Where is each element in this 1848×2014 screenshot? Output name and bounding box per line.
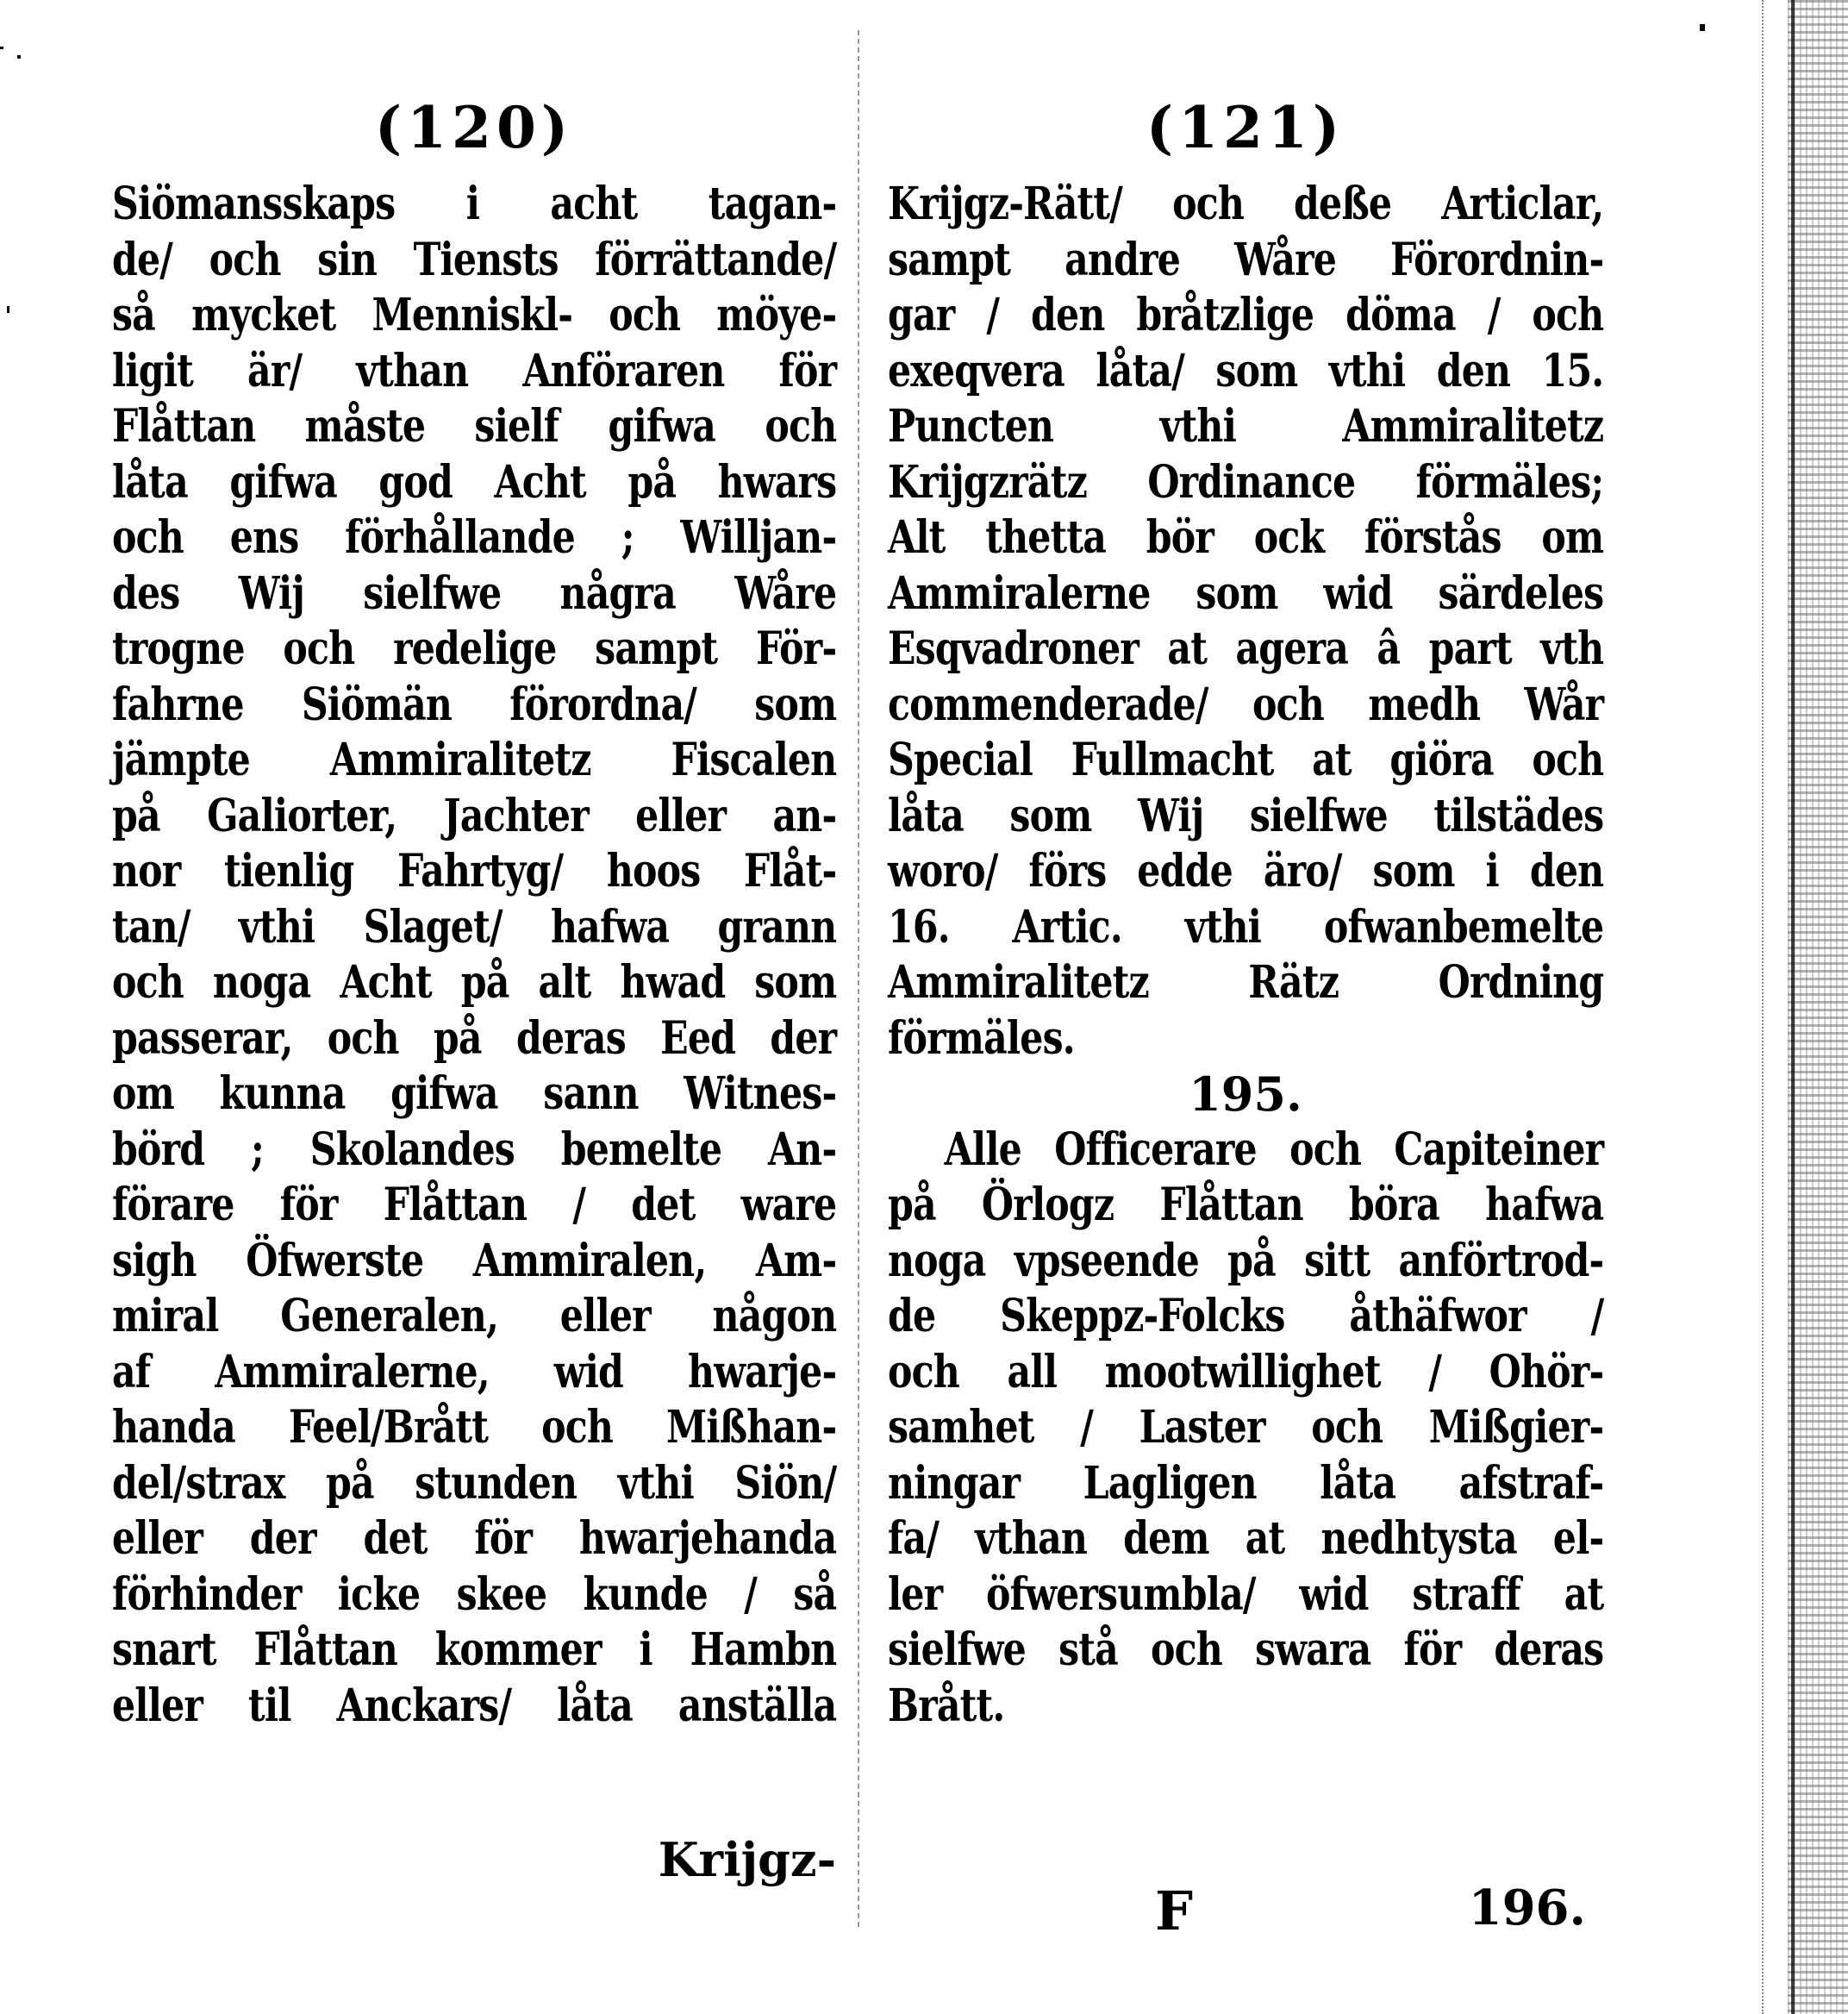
page-number-right: (121) xyxy=(1146,94,1345,161)
text-line: sigh Öfwerste Ammiralen, Am- xyxy=(112,1234,837,1287)
text-line: handa Feel/Brått och Mißhan- xyxy=(112,1401,837,1454)
text-line: på Örlogz Flåttan böra hafwa xyxy=(888,1179,1604,1231)
text-line: exeqvera låta/ som vthi den 15. xyxy=(888,344,1604,397)
right-page xyxy=(888,0,1603,2014)
text-line: Special Fullmacht at giöra och xyxy=(888,734,1604,786)
text-line: fa/ vthan dem at nedhtysta el- xyxy=(888,1512,1604,1565)
text-line: samhet / Laster och Mißgier- xyxy=(888,1401,1604,1454)
gutter-fold xyxy=(858,30,859,1927)
text-line: Alt thetta bör ock förstås om xyxy=(888,511,1604,564)
catchword-left: Krijgz- xyxy=(658,1832,836,1887)
text-line: nor tienlig Fahrtyg/ hoos Flåt- xyxy=(112,845,837,898)
right-page-text xyxy=(888,177,1603,1734)
text-line: låta som Wij sielfwe tilstädes xyxy=(888,789,1604,842)
text-line: eller der det för hwarjehanda xyxy=(112,1512,837,1565)
text-line: förhinder icke skee kunde / så xyxy=(112,1567,837,1621)
text-line: Ammiralerne som wid särdeles xyxy=(888,566,1604,620)
binding-edge-texture xyxy=(1788,0,1848,2014)
text-line: Esqvadroner at agera â part vth xyxy=(888,622,1604,675)
left-page-text xyxy=(112,177,836,1734)
text-line: på Galiorter, Jachter eller an- xyxy=(112,789,837,842)
text-line: och noga Acht på alt hwad som xyxy=(112,956,837,1009)
text-line: eller til Anckars/ låta anställa xyxy=(112,1679,837,1732)
text-line: tan/ vthi Slaget/ hafwa grann xyxy=(112,900,837,954)
text-line: fahrne Siömän förordna/ som xyxy=(112,678,837,731)
text-line: Puncten vthi Ammiralitetz xyxy=(888,400,1604,453)
text-line: ningar Lagligen låta afstraf- xyxy=(888,1456,1604,1510)
text-line: 16. Artic. vthi ofwanbemelte xyxy=(888,900,1604,954)
text-line: Brått. xyxy=(888,1679,1005,1732)
text-line: sampt andre Wåre Förordnin- xyxy=(888,233,1604,286)
text-line: Krijgz-Rätt/ och deße Articlar, xyxy=(888,178,1604,230)
signature-mark: F xyxy=(1155,1880,1194,1942)
text-line: och all mootwillighet / Ohör- xyxy=(888,1345,1604,1398)
text-line: de Skeppz-Folcks åthäfwor / xyxy=(888,1290,1604,1342)
scan-speck xyxy=(17,55,21,59)
page-edge-line xyxy=(1762,0,1765,2014)
text-line: sielfwe stå och swara för deras xyxy=(888,1623,1604,1676)
catchword-right: 196. xyxy=(1468,1880,1586,1936)
text-line: börd ; Skolandes bemelte An- xyxy=(112,1123,837,1176)
text-line: ligit är/ vthan Anföraren för xyxy=(112,344,837,397)
text-line: förare för Flåttan / det ware xyxy=(112,1179,837,1231)
text-line: commenderade/ och medh Wår xyxy=(888,678,1604,731)
text-line: så mycket Menniskl- och möye- xyxy=(112,289,837,341)
text-line: woro/ förs edde äro/ som i den xyxy=(888,845,1604,898)
text-line: trogne och redelige sampt För- xyxy=(112,622,837,675)
text-line: Alle Officerare och Capiteiner xyxy=(944,1123,1604,1176)
text-line: noga vpseende på sitt anförtrod- xyxy=(888,1234,1604,1287)
text-line: förmäles. xyxy=(888,1011,1075,1065)
text-line: gar / den bråtzlige döma / och xyxy=(888,289,1604,341)
text-line: Krijgzrätz Ordinance förmäles; xyxy=(888,455,1604,509)
text-line: låta gifwa god Acht på hwars xyxy=(112,455,837,509)
text-line: passerar, och på deras Eed der xyxy=(112,1011,837,1065)
page-footer xyxy=(888,1880,1603,1948)
text-line: Ammiralitetz Rätz Ordning xyxy=(888,956,1604,1009)
text-line: del/strax på stunden vthi Siön/ xyxy=(112,1456,837,1510)
scan-speck xyxy=(7,306,9,313)
text-line: och ens förhållande ; Willjan- xyxy=(112,511,837,564)
text-line: af Ammiralerne, wid hwarje- xyxy=(112,1345,837,1398)
scan-speck xyxy=(0,47,3,49)
section-number: 195. xyxy=(1189,1066,1302,1122)
scan-speck xyxy=(1700,24,1705,31)
text-line: snart Flåttan kommer i Hambn xyxy=(112,1623,837,1676)
text-line: Siömansskaps i acht tagan- xyxy=(112,178,837,230)
text-line: de/ och sin Tiensts förrättande/ xyxy=(112,233,837,286)
text-line: des Wij sielfwe några Wåre xyxy=(112,566,837,620)
text-line: Flåttan måste sielf gifwa och xyxy=(112,400,837,453)
text-line: om kunna gifwa sann Witnes- xyxy=(112,1067,837,1120)
text-line: miral Generalen, eller någon xyxy=(112,1290,837,1342)
text-line: jämpte Ammiralitetz Fiscalen xyxy=(112,734,837,786)
page-number-left: (120) xyxy=(374,94,574,161)
left-page xyxy=(112,0,836,2014)
text-line: ler öfwersumbla/ wid straff at xyxy=(888,1567,1604,1621)
